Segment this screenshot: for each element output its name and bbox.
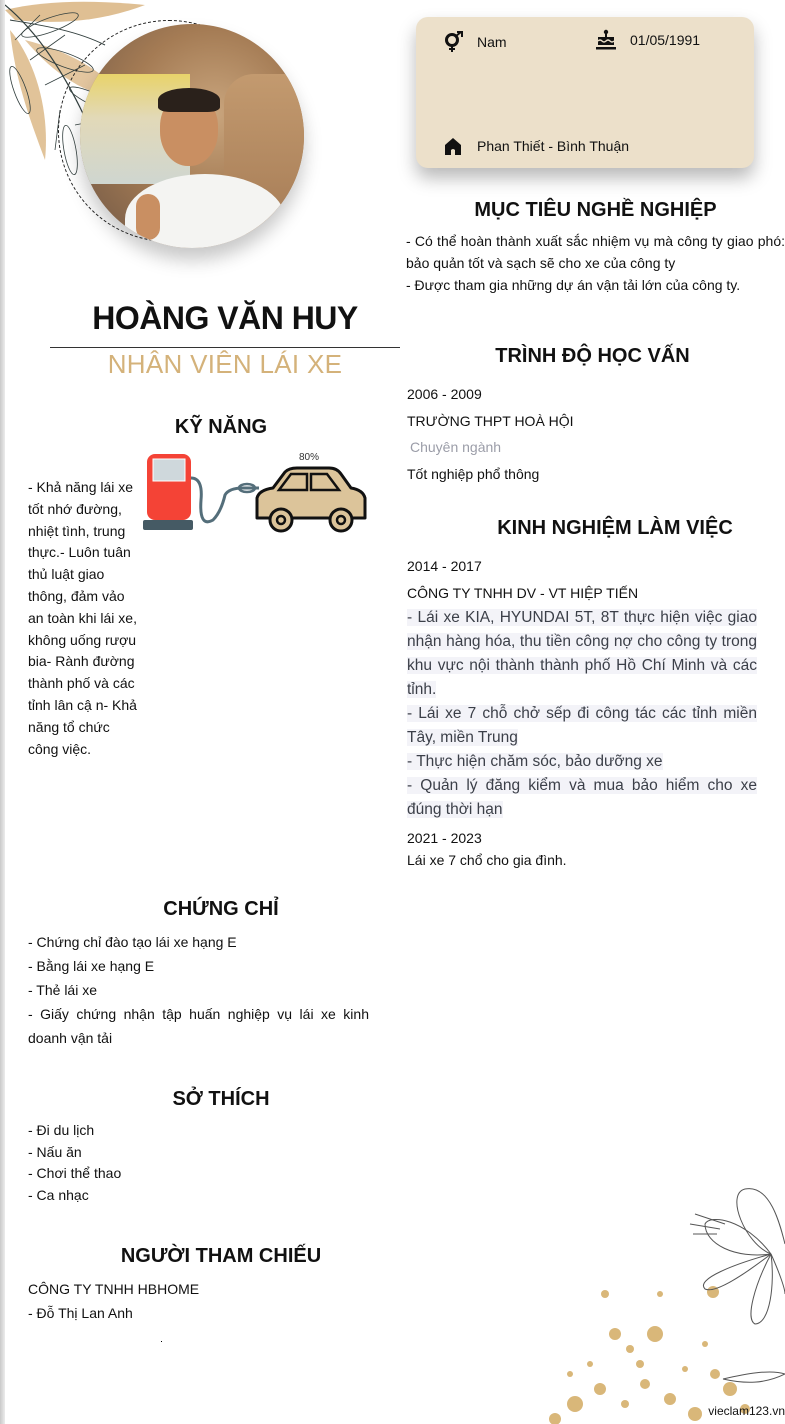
references-heading: NGƯỜI THAM CHIẾU [120, 1245, 322, 1267]
hobby-item: - Đi du lịch [28, 1122, 95, 1138]
experience-description: Lái xe 7 chổ cho gia đình. [407, 851, 567, 868]
objective-text [406, 230, 785, 296]
hobby-item: - Chơi thể thao [28, 1165, 122, 1182]
certificate-item: - Bằng lái xe hạng E [28, 958, 155, 974]
objective-line: - Được tham gia những dự án vận tải lớn của công ty. [406, 277, 741, 293]
experience-duty: - Lái xe KIA, HYUNDAI 5T, 8T thực hiện việc giao nhận hàng hóa, thu tiền công nợ cho công ty trong khu vực nội thành thành phố Hồ Chí Minh và các tỉnh. [407, 609, 757, 699]
experience-duty: - Quản lý đăng kiểm và mua bảo hiểm cho xe đúng thời hạn [407, 777, 757, 819]
experience-duty: - Thực hiện chăm sóc, bảo dưỡng xe [407, 753, 663, 771]
experience-period: 2021 - 2023 [407, 830, 482, 846]
watermark-link[interactable]: vieclam123.vn [708, 1404, 785, 1418]
flower-decoration-icon [545, 1174, 785, 1424]
experience-duty: - Lái xe 7 chỗ chở sếp đi công tác các tỉnh miền Tây, miền Trung [407, 705, 757, 747]
education-school: TRƯỜNG THPT HOÀ HỘI [407, 412, 574, 429]
references-list [28, 1277, 199, 1325]
certificates-list [28, 930, 369, 1050]
objective-line: - Có thể hoàn thành xuất sắc nhiệm vụ mà công ty giao phó: bảo quản tốt và sạch sẽ cho xe của công ty [406, 233, 785, 271]
objective-heading: MỤC TIÊU NGHỀ NGHIỆP [474, 199, 717, 221]
gender-icon [442, 31, 464, 53]
address-value: Phan Thiết - Bình Thuận [477, 138, 630, 154]
certificate-item: - Giấy chứng nhận tập huấn nghiệp vụ lái xe kinh doanh vận tải [28, 1006, 369, 1046]
skills-text: - Khả năng lái xe tốt nhớ đường, nhiệt tình, trung thực.- Luôn tuân thủ luật giao thông, đảm vảo an toàn khi lái xe, không uống rượu bia- Rành đường thành phố và các tỉnh lân cậ n- Khả năng tổ chức công việc. [28, 479, 137, 757]
hobby-item: - Nấu ăn [28, 1143, 82, 1160]
avatar [80, 24, 304, 248]
fuel-pump-car-skill-meter-icon [143, 450, 373, 535]
certificate-item: - Thẻ lái xe [28, 982, 97, 998]
stray-dot [161, 1341, 162, 1342]
skill-level-percent: 80% [299, 452, 320, 463]
full-name: HOÀNG VĂN HUY [92, 300, 358, 336]
gender-row [442, 31, 507, 53]
certificate-item: - Chứng chỉ đào tạo lái xe hạng E [28, 934, 237, 950]
home-icon [442, 135, 464, 157]
experience-duties [407, 606, 757, 822]
reference-company: CÔNG TY TNHH HBHOME [28, 1281, 200, 1297]
experience-period: 2014 - 2017 [407, 558, 482, 574]
education-entry [407, 381, 574, 488]
skills-heading: KỸ NĂNG [174, 416, 268, 438]
address-row [442, 135, 629, 157]
hobbies-heading: SỞ THÍCH [172, 1088, 270, 1110]
education-heading: TRÌNH ĐỘ HỌC VẤN [495, 345, 690, 367]
birthday-cake-icon [595, 29, 617, 51]
experience-entry [407, 828, 567, 871]
certificates-heading: CHỨNG CHỈ [163, 898, 279, 920]
gender-value: Nam [477, 34, 507, 50]
hobby-item: - Ca nhạc [28, 1187, 89, 1204]
job-title: NHÂN VIÊN LÁI XE [107, 349, 343, 379]
dob-row [595, 29, 700, 51]
page-left-edge [0, 0, 5, 1424]
personal-info-card [416, 17, 754, 168]
experience-company: CÔNG TY TNHH DV - VT HIỆP TIẾN [407, 584, 639, 601]
dob-value: 01/05/1991 [630, 32, 701, 48]
education-major-placeholder: Chuyên ngành [410, 439, 502, 456]
education-degree: Tốt nghiệp phổ thông [407, 466, 540, 483]
name-divider [50, 347, 400, 348]
experience-heading: KINH NGHIỆM LÀM VIỆC [497, 517, 733, 539]
hobbies-list [28, 1120, 121, 1207]
experience-entry [407, 553, 757, 822]
reference-person: - Đỗ Thị Lan Anh [28, 1305, 133, 1321]
education-period: 2006 - 2009 [407, 386, 482, 402]
